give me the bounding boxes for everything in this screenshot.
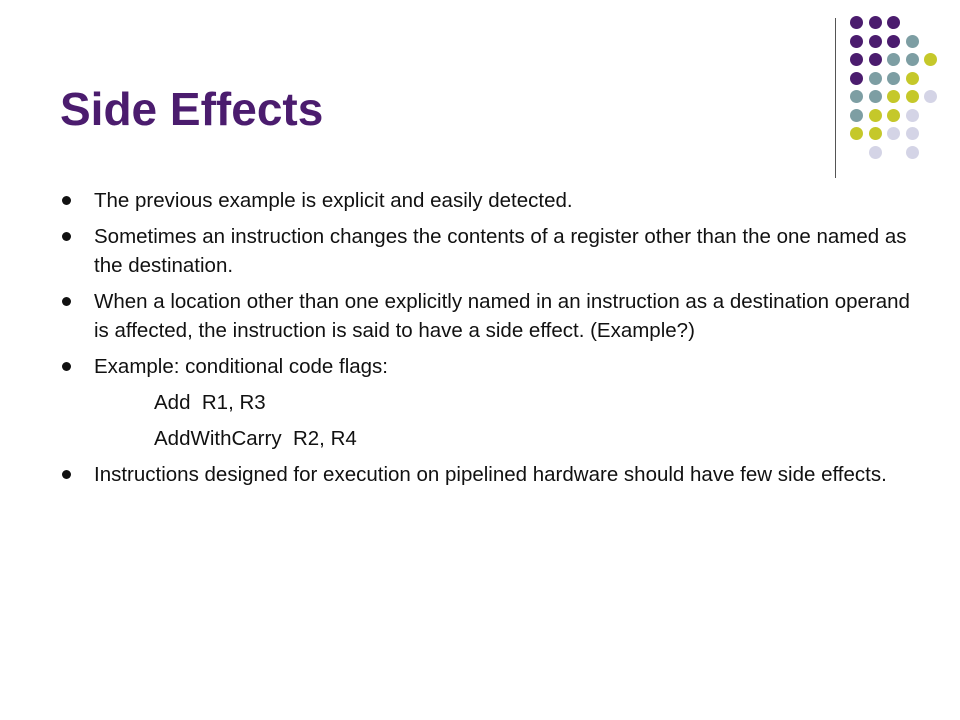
decorative-dot [850,127,863,140]
decorative-dot [924,53,937,66]
code-text: AddWithCarry R2, R4 [154,427,357,450]
decorative-dot [850,16,863,29]
decorative-dot [887,90,900,103]
bullet-text: Instructions designed for execution on pipelined hardware should have few side effects. [94,463,887,486]
decorative-dot [850,35,863,48]
decorative-dot [887,72,900,85]
decorative-dot [906,90,919,103]
bullet-text: The previous example is explicit and easily detected. [94,189,573,212]
decorative-dot [887,35,900,48]
decorative-dot [906,109,919,122]
bullet-item [60,352,910,381]
decorative-dot [869,109,882,122]
code-text: Add R1, R3 [154,391,266,414]
decorative-dot [869,35,882,48]
decorative-dot [906,35,919,48]
decorative-dot [887,127,900,140]
decorative-dot [850,53,863,66]
decorative-dot [924,90,937,103]
bullet-item [60,222,910,280]
decorative-dot [850,90,863,103]
decorative-dot [887,109,900,122]
decorative-dot [869,72,882,85]
decorative-dot [906,146,919,159]
decorative-dot [850,109,863,122]
bullet-text: Sometimes an instruction changes the contents of a register other than the one named as the destination. [94,225,907,277]
decorative-dot [869,90,882,103]
bullet-item [60,287,910,345]
bullet-item [60,186,910,215]
bullet-dot [62,470,71,479]
decorative-dot [869,127,882,140]
decorative-dot [869,53,882,66]
decorative-dot [869,16,882,29]
decorative-dot [906,127,919,140]
code-line [60,424,910,453]
vertical-divider [835,18,836,178]
decorative-dot [906,53,919,66]
decorative-dot [906,72,919,85]
slide-title: Side Effects [60,83,324,135]
bullet-dot [62,362,71,371]
decorative-dot [887,16,900,29]
decorative-dot [887,53,900,66]
code-line [60,388,910,417]
bullet-item [60,460,910,489]
decorative-dot [850,72,863,85]
bullet-dot [62,297,71,306]
bullet-dot [62,232,71,241]
bullet-list [60,186,910,496]
decorative-dot [869,146,882,159]
bullet-dot [62,196,71,205]
bullet-text: When a location other than one explicitly named in an instruction as a destination operand is affected, the instruction is said to have a side effect. (Example?) [94,290,910,342]
bullet-text: Example: conditional code flags: [94,355,389,378]
